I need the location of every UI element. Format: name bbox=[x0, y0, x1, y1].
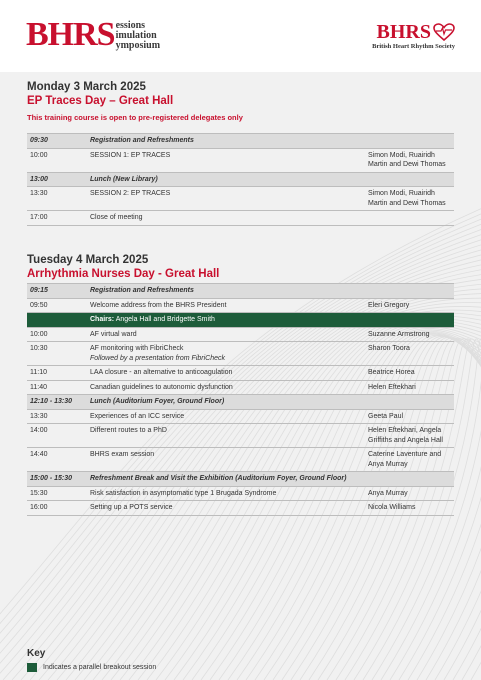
day1-programme-table bbox=[27, 133, 454, 226]
row-session: Canadian guidelines to autonomic dysfunction bbox=[87, 380, 365, 395]
day1-programme bbox=[27, 133, 454, 226]
logo-bhrs-text: BHRS bbox=[26, 16, 115, 53]
row-time: 10:00 bbox=[27, 327, 87, 342]
day2-programme-table bbox=[27, 283, 454, 516]
row-time: 10:30 bbox=[27, 342, 87, 366]
row-speaker: Anya Murray bbox=[365, 486, 454, 501]
row-session: Welcome address from the BHRS President bbox=[87, 298, 365, 313]
logo-line-simulation: imulation bbox=[115, 29, 157, 41]
table-row bbox=[27, 424, 454, 448]
row-session: Different routes to a PhD bbox=[87, 424, 365, 448]
row-speaker: Simon Modi, Ruairidh Martin and Dewi Thomas bbox=[365, 187, 454, 211]
row-time: 15:00 - 15:30 bbox=[27, 472, 87, 487]
logo-line-symposium: ymposium bbox=[115, 39, 161, 51]
table-row bbox=[27, 134, 454, 149]
row-time: 09:50 bbox=[27, 298, 87, 313]
row-time: 14:40 bbox=[27, 448, 87, 472]
table-row bbox=[27, 486, 454, 501]
table-row bbox=[27, 298, 454, 313]
row-speaker: Sharon Toora bbox=[365, 342, 454, 366]
day1-section bbox=[27, 80, 454, 122]
table-row bbox=[27, 327, 454, 342]
row-speaker bbox=[365, 211, 454, 226]
row-time: 10:00 bbox=[27, 148, 87, 172]
row-speaker: Simon Modi, Ruairidh Martin and Dewi Thomas bbox=[365, 148, 454, 172]
logo-line-sessions: essions bbox=[115, 19, 146, 31]
row-speaker: Nicola Williams bbox=[365, 501, 454, 516]
row-session: Setting up a POTS service bbox=[87, 501, 365, 516]
row-time: 16:00 bbox=[27, 501, 87, 516]
key-title: Key bbox=[27, 648, 46, 659]
row-time: 11:40 bbox=[27, 380, 87, 395]
row-speaker: Caterine Laventure and Anya Murray bbox=[365, 448, 454, 472]
day1-venue: EP Traces Day – Great Hall bbox=[27, 95, 174, 107]
table-row bbox=[27, 211, 454, 226]
day2-programme bbox=[27, 283, 454, 516]
row-time: 11:10 bbox=[27, 366, 87, 381]
day2-date: Tuesday 4 March 2025 bbox=[27, 254, 149, 266]
day1-access-note: This training course is open to pre-registered delegates only bbox=[27, 113, 243, 122]
table-row bbox=[27, 395, 454, 410]
british-heart-rhythm-society-logo bbox=[372, 22, 455, 50]
row-session: SESSION 1: EP TRACES bbox=[87, 148, 365, 172]
chairs-names: Angela Hall and Bridgette Smith bbox=[115, 316, 215, 323]
row-time: 09:15 bbox=[27, 284, 87, 299]
row-speaker: Eleri Gregory bbox=[365, 298, 454, 313]
row-time bbox=[27, 313, 87, 328]
row-time: 13:00 bbox=[27, 172, 87, 187]
bhrs-sessions-logo bbox=[26, 18, 160, 52]
table-row bbox=[27, 380, 454, 395]
breakout-swatch bbox=[27, 663, 37, 672]
row-session: Risk satisfaction in asymptomatic type 1 Brugada Syndrome bbox=[87, 486, 365, 501]
row-time: 17:00 bbox=[27, 211, 87, 226]
table-row bbox=[27, 172, 454, 187]
page-header bbox=[0, 0, 481, 72]
row-session: Experiences of an ICC service bbox=[87, 409, 365, 424]
key-item-label: Indicates a parallel breakout session bbox=[43, 664, 157, 671]
row-session: LAA closure - an alternative to anticoagulation bbox=[87, 366, 365, 381]
row-time: 12:10 - 13:30 bbox=[27, 395, 87, 410]
table-row bbox=[27, 366, 454, 381]
day1-date: Monday 3 March 2025 bbox=[27, 81, 146, 93]
row-session: Close of meeting bbox=[87, 211, 365, 226]
logo-society-name: British Heart Rhythm Society bbox=[372, 43, 455, 50]
day2-section bbox=[27, 253, 454, 281]
row-speaker: Helen Eftekhari bbox=[365, 380, 454, 395]
row-time: 13:30 bbox=[27, 187, 87, 211]
row-session: Lunch (New Library) bbox=[87, 172, 454, 187]
session-title: AF monitoring with FibriCheck bbox=[90, 345, 184, 352]
row-session bbox=[87, 313, 454, 328]
row-time: 15:30 bbox=[27, 486, 87, 501]
row-session: SESSION 2: EP TRACES bbox=[87, 187, 365, 211]
table-row bbox=[27, 501, 454, 516]
row-session: Lunch (Auditorium Foyer, Ground Floor) bbox=[87, 395, 454, 410]
key-item bbox=[27, 663, 156, 672]
table-row bbox=[27, 148, 454, 172]
row-speaker: Geeta Paul bbox=[365, 409, 454, 424]
row-speaker: Suzanne Armstrong bbox=[365, 327, 454, 342]
chairs-label: Chairs: bbox=[90, 316, 115, 323]
session-subtitle: Followed by a presentation from FibriCheck bbox=[90, 354, 226, 362]
logo-bhrs-right-text: BHRS bbox=[376, 21, 431, 43]
table-row bbox=[27, 284, 454, 299]
legend-key bbox=[27, 648, 156, 672]
row-time: 09:30 bbox=[27, 134, 87, 149]
row-session bbox=[87, 342, 365, 366]
row-session: AF virtual ward bbox=[87, 327, 365, 342]
table-row bbox=[27, 448, 454, 472]
table-row bbox=[27, 187, 454, 211]
row-session: Refreshment Break and Visit the Exhibition (Auditorium Foyer, Ground Floor) bbox=[87, 472, 454, 487]
row-session: BHRS exam session bbox=[87, 448, 365, 472]
breakout-chairs-row bbox=[27, 313, 454, 328]
row-speaker: Helen Eftekhari, Angela Griffiths and Angela Hall bbox=[365, 424, 454, 448]
day2-venue: Arrhythmia Nurses Day - Great Hall bbox=[27, 268, 220, 280]
table-row bbox=[27, 409, 454, 424]
heart-rhythm-icon bbox=[433, 23, 455, 41]
table-row bbox=[27, 472, 454, 487]
row-session: Registration and Refreshments bbox=[87, 134, 454, 149]
row-time: 14:00 bbox=[27, 424, 87, 448]
row-session: Registration and Refreshments bbox=[87, 284, 454, 299]
row-speaker: Beatrice Horea bbox=[365, 366, 454, 381]
table-row bbox=[27, 342, 454, 366]
row-time: 13:30 bbox=[27, 409, 87, 424]
